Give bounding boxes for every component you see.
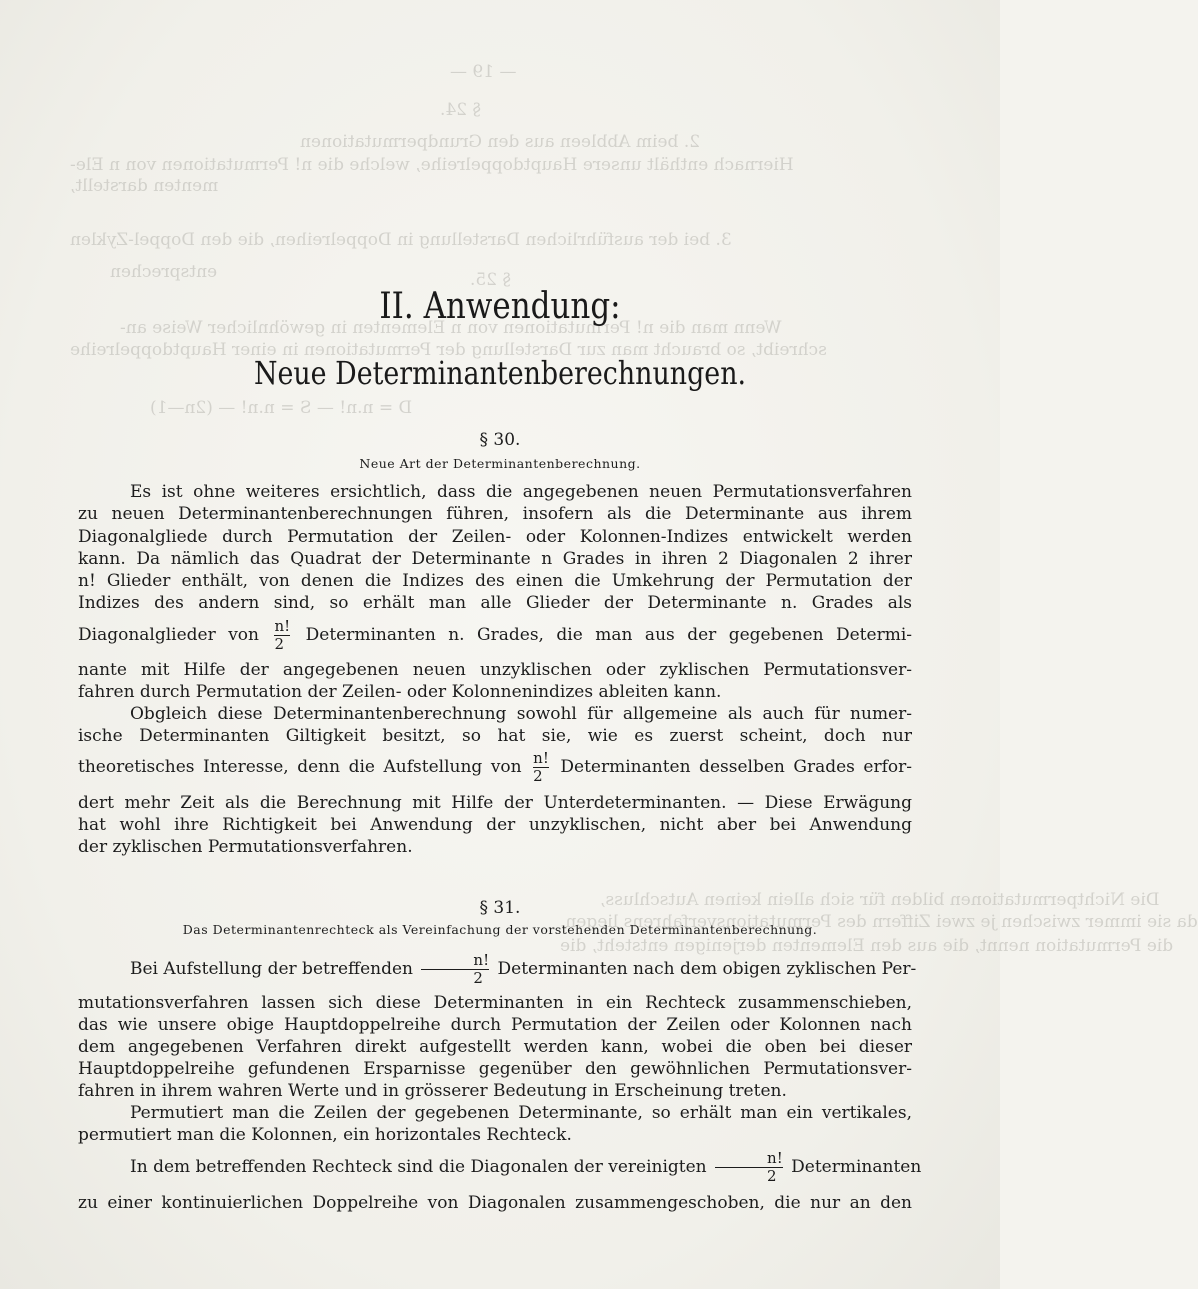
text-line: Indizes des andern sind, so erhält man alle Glieder der Determinante n. Grades als — [78, 593, 912, 613]
text-line: Hauptdoppelreihe gefundenen Ersparnisse gegenüber den gewöhnlichen Permutationsver- — [78, 1059, 912, 1079]
fraction-numerator: n! — [473, 951, 490, 969]
bleed-line: § 24. — [440, 100, 481, 120]
text-line: der zyklischen Permutationsverfahren. — [78, 837, 413, 857]
text-line: hat wohl ihre Richtigkeit bei Anwendung der unzyklischen, nicht aber bei Anwendung — [78, 815, 912, 835]
bleed-line: menten darstellt, — [70, 176, 219, 196]
text-line: kann. Da nämlich das Quadrat der Determinante n Grades in ihren 2 Diagonalen 2 ihrer — [78, 549, 912, 569]
section-31-title: Das Determinantenrechteck als Vereinfachung der vorstehenden Determinantenberechnung. — [182, 922, 818, 937]
text-line: nante mit Hilfe der angegebenen neuen unzyklischen oder zyklischen Permutationsver- — [78, 660, 912, 680]
section-30-title: Neue Art der Determinantenberechnung. — [359, 456, 641, 471]
text-fragment: theoretisches Interesse, denn die Aufstellung von — [78, 757, 522, 777]
bleed-line: Wenn man die n! Permutationen von n Elementen in gewöhnlicher Weise an- — [120, 318, 782, 338]
text-line: zu einer kontinuierlichen Doppelreihe von Diagonalen zusammengeschoben, die nur an den — [78, 1193, 912, 1213]
text-line: dert mehr Zeit als die Berechnung mit Hilfe der Unterdeterminanten. — Diese Erwägung — [78, 793, 912, 813]
bleed-line: — 19 — — [450, 62, 517, 82]
bleed-line: da sie immer zwischen je zwei Ziffern des Permutationsverfahrens liegen, — [560, 912, 1198, 932]
bleed-line: 2. beim Abbleen aus den Grundpermutationen — [300, 132, 701, 152]
text-line: n! Glieder enthält, von denen die Indizes des einen die Umkehrung der Permutation der — [78, 571, 912, 591]
bleed-line: entsprechen — [110, 262, 218, 282]
text-line-with-fraction — [78, 750, 912, 784]
fraction-denominator: 2 — [767, 1167, 777, 1185]
bleed-line: schreibt, so braucht man zur Darstellung der Permutationen in einer Hauptdoppelreihe — [70, 340, 827, 360]
section-31-number: § 31. — [479, 898, 521, 918]
bleed-line: Die Nichtpermutationen bilden für sich allein keinen Autschluss, — [600, 890, 1160, 910]
text-line-with-fraction — [78, 951, 917, 987]
text-fragment: Determinanten desselben Grades erfor- — [560, 757, 912, 777]
bleed-line: die Permutation nennt, die aus den Elementen derjenigen entsteht, die — [560, 936, 1174, 956]
fraction-numerator: n! — [533, 749, 549, 767]
bleed-line: D = n.n! — S = n.n! — (2n—1) — [150, 398, 413, 418]
text-fragment: Diagonalglieder von — [78, 625, 259, 645]
text-fragment: Determinanten n. Grades, die man aus der gegebenen Determi- — [305, 625, 912, 645]
text-line: dem angegebenen Verfahren direkt aufgestellt werden kann, wobei die oben bei dieser — [78, 1037, 912, 1057]
fraction-n-factorial-over-2 — [271, 619, 293, 652]
text-line: Obgleich diese Determinantenberechnung sowohl für allgemeine als auch für numer- — [130, 704, 912, 724]
fraction-n-factorial-over-2 — [712, 1151, 786, 1184]
text-line-with-fraction — [78, 618, 912, 652]
text-line: ische Determinanten Giltigkeit besitzt, so hat sie, wie es zuerst scheint, doch nur — [78, 726, 912, 746]
text-line: Diagonalgliede durch Permutation der Zeilen- oder Kolonnen-Indizes entwickelt werden — [78, 527, 912, 547]
text-line: das wie unsere obige Hauptdoppelreihe durch Permutation der Zeilen oder Kolonnen nach — [78, 1015, 912, 1035]
text-line: fahren durch Permutation der Zeilen- oder Kolonnenindizes ableiten kann. — [78, 682, 722, 702]
fraction-denominator: 2 — [473, 969, 483, 987]
text-line-with-fraction — [78, 1149, 922, 1185]
section-30-number: § 30. — [479, 430, 521, 450]
text-line: Es ist ohne weiteres ersichtlich, dass die angegebenen neuen Permutationsverfahren — [130, 482, 912, 502]
fraction-n-factorial-over-2 — [418, 953, 492, 986]
text-fragment: Bei Aufstellung der betreffenden — [130, 959, 413, 979]
text-fragment: Determinanten nach dem obigen zyklischen Per- — [497, 959, 917, 979]
text-line: fahren in ihrem wahren Werte und in grösserer Bedeutung in Erscheinung treten. — [78, 1081, 787, 1101]
fraction-numerator: n! — [274, 617, 291, 635]
text-line: zu neuen Determinantenberechnungen führen, insofern als die Determinante aus ihrem — [78, 504, 912, 524]
text-line: Permutiert man die Zeilen der gegebenen Determinante, so erhält man ein vertikales, — [130, 1103, 912, 1123]
text-fragment: Determinanten — [791, 1157, 922, 1177]
part-subtitle: Neue Determinantenberechnungen. — [253, 354, 747, 392]
bleed-line: § 25. — [470, 270, 511, 290]
fraction-denominator: 2 — [274, 635, 284, 653]
fraction-numerator: n! — [767, 1149, 783, 1167]
text-fragment: In dem betreffenden Rechteck sind die Diagonalen der vereinigten — [130, 1157, 707, 1177]
fraction-n-factorial-over-2 — [530, 751, 552, 784]
bleed-line: Hiernach enthält unsere Hauptdoppelreihe, welche die n! Permutationen von n Ele- — [70, 155, 794, 175]
part-heading: II. Anwendung: — [379, 286, 621, 327]
bleed-line: 3. bei der ausführlichen Darstellung in Doppelreihen, die den Doppel-Zyklen — [70, 230, 732, 250]
fraction-denominator: 2 — [533, 767, 543, 785]
text-line: permutiert man die Kolonnen, ein horizontales Rechteck. — [78, 1125, 572, 1145]
text-line: mutationsverfahren lassen sich diese Determinanten in ein Rechteck zusammenschieben, — [78, 993, 912, 1013]
